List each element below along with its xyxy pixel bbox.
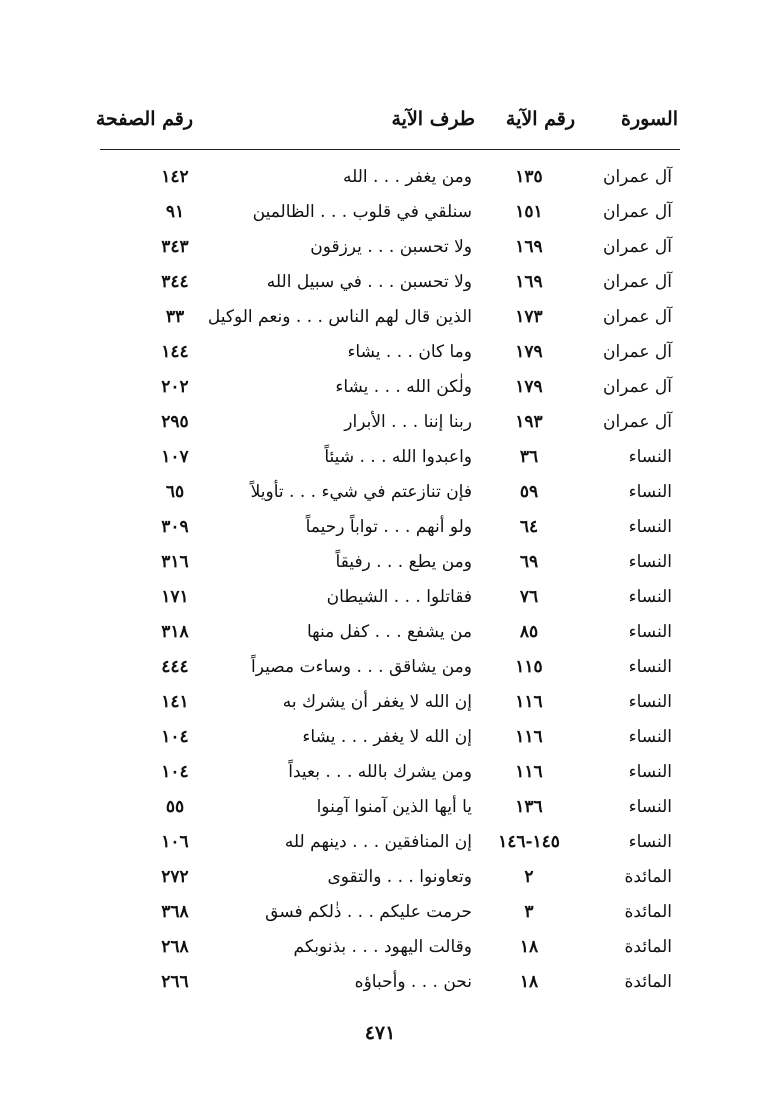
cell-ayah-text: ومن يطع . . . رفيقاً bbox=[335, 552, 472, 572]
cell-ayah-number: ١٨ bbox=[519, 937, 539, 957]
cell-surah: آل عمران bbox=[602, 202, 672, 222]
cell-surah: النساء bbox=[628, 727, 672, 747]
cell-ayah-number: ٦٤ bbox=[519, 517, 539, 537]
table-row bbox=[100, 933, 680, 968]
table-row bbox=[100, 268, 680, 303]
cell-ayah-number: ١١٦ bbox=[515, 762, 543, 782]
cell-ayah-text: إن الله لا يغفر أن يشرك به bbox=[282, 692, 472, 712]
cell-page-number: ٣٦٨ bbox=[161, 902, 189, 922]
cell-surah: النساء bbox=[628, 517, 672, 537]
cell-page-number: ١٤١ bbox=[161, 692, 189, 712]
cell-ayah-number: ١٦٩ bbox=[515, 272, 543, 292]
cell-surah: النساء bbox=[628, 657, 672, 677]
cell-page-number: ٢٧٢ bbox=[161, 867, 189, 887]
header-page-number: رقم الصفحة bbox=[95, 108, 193, 130]
header-divider bbox=[100, 149, 680, 150]
cell-page-number: ٢٩٥ bbox=[161, 412, 189, 432]
table-row bbox=[100, 688, 680, 723]
table-row bbox=[100, 513, 680, 548]
cell-ayah-number: ١١٥ bbox=[515, 657, 543, 677]
cell-page-number: ٣١٦ bbox=[161, 552, 189, 572]
cell-ayah-text: واعبدوا الله . . . شيئاً bbox=[324, 447, 472, 467]
cell-surah: النساء bbox=[628, 762, 672, 782]
cell-ayah-number: ٢ bbox=[524, 867, 534, 887]
cell-surah: المائدة bbox=[624, 937, 672, 957]
table-row bbox=[100, 653, 680, 688]
table-row bbox=[100, 338, 680, 373]
table-row bbox=[100, 303, 680, 338]
cell-ayah-number: ٣ bbox=[524, 902, 534, 922]
cell-ayah-number: ٧٦ bbox=[519, 587, 539, 607]
table-row bbox=[100, 793, 680, 828]
cell-ayah-text: من يشفع . . . كفل منها bbox=[306, 622, 472, 642]
cell-ayah-text: إن المنافقين . . . دينهم لله bbox=[284, 832, 472, 852]
cell-ayah-number: ٨٥ bbox=[519, 622, 539, 642]
cell-ayah-number: ١٤٥-١٤٦ bbox=[498, 832, 560, 852]
cell-ayah-text: يا أيها الذين آمنوا آمِنوا bbox=[316, 797, 472, 817]
table-row bbox=[100, 198, 680, 233]
table-header bbox=[95, 108, 680, 142]
table-row bbox=[100, 233, 680, 268]
cell-ayah-text: ولو أنهم . . . تواباً رحيماً bbox=[305, 517, 472, 537]
page-number: ٤٧١ bbox=[364, 1022, 396, 1044]
cell-page-number: ٣٣ bbox=[165, 307, 185, 327]
cell-page-number: ٤٤٤ bbox=[161, 657, 189, 677]
cell-surah: آل عمران bbox=[602, 377, 672, 397]
cell-surah: المائدة bbox=[624, 867, 672, 887]
cell-surah: النساء bbox=[628, 552, 672, 572]
table-row bbox=[100, 618, 680, 653]
table-row bbox=[100, 443, 680, 478]
cell-surah: آل عمران bbox=[602, 412, 672, 432]
cell-page-number: ٢٠٢ bbox=[161, 377, 189, 397]
cell-page-number: ١٧١ bbox=[161, 587, 189, 607]
cell-surah: آل عمران bbox=[602, 342, 672, 362]
cell-ayah-number: ١٦٩ bbox=[515, 237, 543, 257]
cell-surah: المائدة bbox=[624, 902, 672, 922]
cell-ayah-text: فقاتلوا . . . الشيطان bbox=[326, 587, 472, 607]
cell-ayah-number: ١١٦ bbox=[515, 727, 543, 747]
table-row bbox=[100, 163, 680, 198]
cell-ayah-number: ١٧٣ bbox=[515, 307, 543, 327]
table-row bbox=[100, 863, 680, 898]
cell-surah: آل عمران bbox=[602, 307, 672, 327]
cell-surah: النساء bbox=[628, 622, 672, 642]
cell-page-number: ١٤٢ bbox=[161, 167, 189, 187]
cell-page-number: ٣٤٣ bbox=[161, 237, 189, 257]
cell-ayah-text: إن الله لا يغفر . . . يشاء bbox=[302, 727, 472, 747]
cell-ayah-text: فإن تنازعتم في شيء . . . تأويلاً bbox=[250, 482, 472, 502]
cell-ayah-text: وتعاونوا . . . والتقوى bbox=[327, 867, 472, 887]
cell-ayah-text: ومن يغفر . . . الله bbox=[342, 167, 472, 187]
table-row bbox=[100, 408, 680, 443]
cell-surah: النساء bbox=[628, 832, 672, 852]
cell-surah: آل عمران bbox=[602, 167, 672, 187]
cell-ayah-text: سنلقي في قلوب . . . الظالمين bbox=[252, 202, 472, 222]
table-row bbox=[100, 968, 680, 1003]
cell-ayah-number: ١٨ bbox=[519, 972, 539, 992]
cell-surah: النساء bbox=[628, 797, 672, 817]
cell-page-number: ١٠٦ bbox=[161, 832, 189, 852]
cell-ayah-text: ربنا إننا . . . الأبرار bbox=[344, 412, 472, 432]
cell-page-number: ٩١ bbox=[165, 202, 185, 222]
cell-page-number: ٣١٨ bbox=[161, 622, 189, 642]
cell-surah: النساء bbox=[628, 447, 672, 467]
table-row bbox=[100, 373, 680, 408]
header-surah: السورة bbox=[621, 108, 678, 130]
cell-ayah-number: ١٣٦ bbox=[515, 797, 543, 817]
cell-ayah-text: ومن يشرك بالله . . . بعيداً bbox=[288, 762, 472, 782]
cell-ayah-number: ١٣٥ bbox=[515, 167, 543, 187]
cell-page-number: ٢٦٦ bbox=[161, 972, 189, 992]
header-ayah-number: رقم الآية bbox=[505, 108, 575, 130]
header-ayah-text: طرف الآية bbox=[391, 108, 475, 130]
cell-ayah-text: ولا تحسبن . . . في سبيل الله bbox=[266, 272, 472, 292]
cell-ayah-number: ٣٦ bbox=[519, 447, 539, 467]
cell-ayah-number: ١١٦ bbox=[515, 692, 543, 712]
cell-page-number: ١٤٤ bbox=[161, 342, 189, 362]
cell-surah: النساء bbox=[628, 587, 672, 607]
cell-surah: النساء bbox=[628, 482, 672, 502]
cell-ayah-number: ١٧٩ bbox=[515, 377, 543, 397]
cell-ayah-text: وما كان . . . يشاء bbox=[347, 342, 472, 362]
cell-ayah-text: نحن . . . وأحباؤه bbox=[354, 972, 472, 992]
table-row bbox=[100, 478, 680, 513]
cell-page-number: ٣٤٤ bbox=[161, 272, 189, 292]
cell-ayah-number: ١٩٣ bbox=[515, 412, 543, 432]
cell-page-number: ١٠٤ bbox=[161, 727, 189, 747]
cell-surah: النساء bbox=[628, 692, 672, 712]
cell-ayah-text: ولا تحسبن . . . يرزقون bbox=[310, 237, 472, 257]
cell-page-number: ٦٥ bbox=[165, 482, 185, 502]
cell-page-number: ١٠٧ bbox=[161, 447, 189, 467]
table-body bbox=[100, 163, 680, 1003]
cell-ayah-text: الذين قال لهم الناس . . . ونعم الوكيل bbox=[207, 307, 472, 327]
cell-ayah-number: ١٧٩ bbox=[515, 342, 543, 362]
cell-ayah-text: ولٰكن الله . . . يشاء bbox=[335, 377, 472, 397]
cell-surah: المائدة bbox=[624, 972, 672, 992]
table-row bbox=[100, 583, 680, 618]
table-row bbox=[100, 898, 680, 933]
cell-ayah-number: ١٥١ bbox=[515, 202, 543, 222]
table-row bbox=[100, 828, 680, 863]
cell-page-number: ٥٥ bbox=[165, 797, 185, 817]
table-row bbox=[100, 548, 680, 583]
cell-surah: آل عمران bbox=[602, 272, 672, 292]
cell-ayah-text: وقالت اليهود . . . بذنوبكم bbox=[293, 937, 472, 957]
cell-ayah-text: حرمت عليكم . . . ذٰلكم فسق bbox=[265, 902, 472, 922]
cell-ayah-text: ومن يشاقق . . . وساءت مصيراً bbox=[251, 657, 472, 677]
cell-page-number: ١٠٤ bbox=[161, 762, 189, 782]
cell-page-number: ٣٠٩ bbox=[161, 517, 189, 537]
table-row bbox=[100, 758, 680, 793]
cell-ayah-number: ٦٩ bbox=[519, 552, 539, 572]
cell-page-number: ٢٦٨ bbox=[161, 937, 189, 957]
table-row bbox=[100, 723, 680, 758]
cell-ayah-number: ٥٩ bbox=[519, 482, 539, 502]
cell-surah: آل عمران bbox=[602, 237, 672, 257]
